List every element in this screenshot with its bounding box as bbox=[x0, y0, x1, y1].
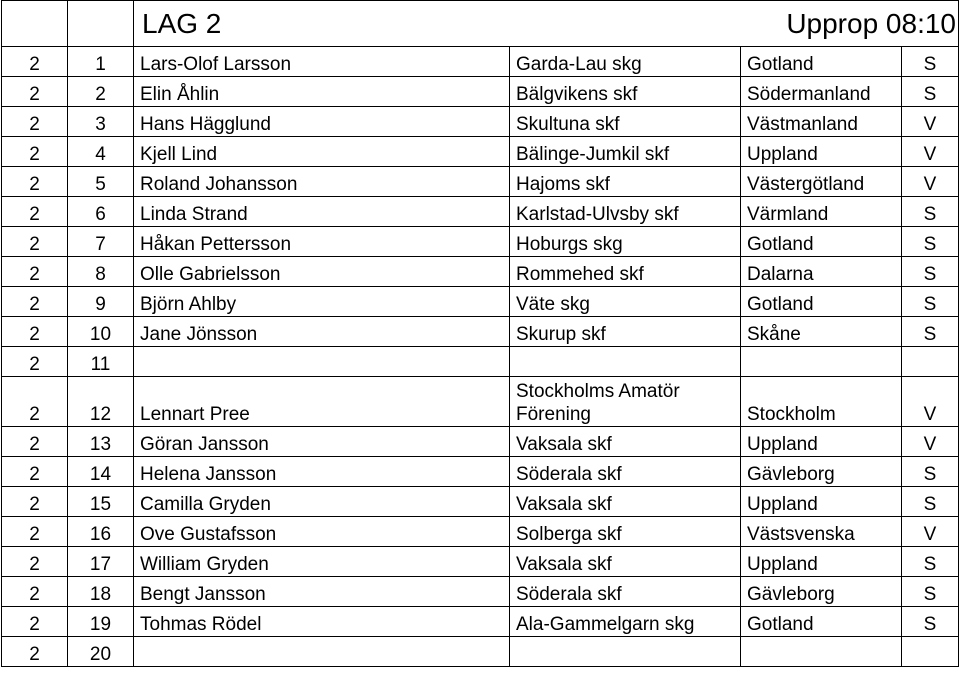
region-cell: Västergötland bbox=[741, 167, 902, 197]
club-cell: Bälgvikens skf bbox=[510, 77, 741, 107]
grade-cell: S bbox=[902, 77, 959, 107]
lag-cell: 2 bbox=[2, 227, 68, 257]
number-cell: 12 bbox=[68, 377, 134, 427]
table-row bbox=[2, 637, 959, 667]
club-cell: Vaksala skf bbox=[510, 427, 741, 457]
number-cell: 10 bbox=[68, 317, 134, 347]
table-row bbox=[2, 457, 959, 487]
lag-cell: 2 bbox=[2, 487, 68, 517]
name-cell: Jane Jönsson bbox=[134, 317, 510, 347]
grade-cell: S bbox=[902, 47, 959, 77]
grade-cell: S bbox=[902, 227, 959, 257]
name-cell: William Gryden bbox=[134, 547, 510, 577]
club-cell: Skurup skf bbox=[510, 317, 741, 347]
name-cell: Helena Jansson bbox=[134, 457, 510, 487]
name-cell: Kjell Lind bbox=[134, 137, 510, 167]
title-cell bbox=[134, 1, 959, 47]
name-cell: Ove Gustafsson bbox=[134, 517, 510, 547]
club-cell bbox=[510, 347, 741, 377]
table-row bbox=[2, 607, 959, 637]
grade-cell: S bbox=[902, 197, 959, 227]
lag-cell: 2 bbox=[2, 427, 68, 457]
region-cell: Gävleborg bbox=[741, 457, 902, 487]
table-row bbox=[2, 547, 959, 577]
table-row bbox=[2, 427, 959, 457]
grade-cell: S bbox=[902, 547, 959, 577]
name-cell bbox=[134, 637, 510, 667]
table-row bbox=[2, 517, 959, 547]
grade-cell: S bbox=[902, 317, 959, 347]
grade-cell: S bbox=[902, 487, 959, 517]
number-cell: 4 bbox=[68, 137, 134, 167]
region-cell: Gotland bbox=[741, 227, 902, 257]
number-cell: 20 bbox=[68, 637, 134, 667]
grade-cell: V bbox=[902, 377, 959, 427]
number-cell: 11 bbox=[68, 347, 134, 377]
number-cell: 1 bbox=[68, 47, 134, 77]
name-cell: Linda Strand bbox=[134, 197, 510, 227]
club-cell: Solberga skf bbox=[510, 517, 741, 547]
table-row bbox=[2, 47, 959, 77]
grade-cell: S bbox=[902, 607, 959, 637]
name-cell: Camilla Gryden bbox=[134, 487, 510, 517]
region-cell: Gotland bbox=[741, 287, 902, 317]
club-cell: Karlstad-Ulvsby skf bbox=[510, 197, 741, 227]
table-row bbox=[2, 107, 959, 137]
grade-cell: V bbox=[902, 107, 959, 137]
table-row bbox=[2, 577, 959, 607]
number-cell: 7 bbox=[68, 227, 134, 257]
title-blank-cell bbox=[68, 1, 134, 47]
table-row bbox=[2, 167, 959, 197]
club-cell: Rommehed skf bbox=[510, 257, 741, 287]
number-cell: 2 bbox=[68, 77, 134, 107]
name-cell bbox=[134, 347, 510, 377]
region-cell bbox=[741, 637, 902, 667]
lag-cell: 2 bbox=[2, 197, 68, 227]
title-row bbox=[2, 1, 959, 47]
table-row bbox=[2, 257, 959, 287]
region-cell: Värmland bbox=[741, 197, 902, 227]
club-cell: Söderala skf bbox=[510, 577, 741, 607]
region-cell: Västmanland bbox=[741, 107, 902, 137]
club-cell: Väte skg bbox=[510, 287, 741, 317]
region-cell: Skåne bbox=[741, 317, 902, 347]
lag-cell: 2 bbox=[2, 577, 68, 607]
lag-cell: 2 bbox=[2, 107, 68, 137]
name-cell: Roland Johansson bbox=[134, 167, 510, 197]
number-cell: 14 bbox=[68, 457, 134, 487]
region-cell: Gotland bbox=[741, 47, 902, 77]
table-row bbox=[2, 137, 959, 167]
lag-cell: 2 bbox=[2, 377, 68, 427]
table-row bbox=[2, 347, 959, 377]
lag-cell: 2 bbox=[2, 317, 68, 347]
name-cell: Håkan Pettersson bbox=[134, 227, 510, 257]
name-cell: Tohmas Rödel bbox=[134, 607, 510, 637]
lag-cell: 2 bbox=[2, 517, 68, 547]
number-cell: 17 bbox=[68, 547, 134, 577]
club-cell: Bälinge-Jumkil skf bbox=[510, 137, 741, 167]
club-cell: Skultuna skf bbox=[510, 107, 741, 137]
table-row bbox=[2, 197, 959, 227]
name-cell: Hans Hägglund bbox=[134, 107, 510, 137]
club-cell: Söderala skf bbox=[510, 457, 741, 487]
title-blank-cell bbox=[2, 1, 68, 47]
number-cell: 3 bbox=[68, 107, 134, 137]
lag-cell: 2 bbox=[2, 347, 68, 377]
number-cell: 16 bbox=[68, 517, 134, 547]
region-cell bbox=[741, 347, 902, 377]
club-cell: Stockholms Amatör Förening bbox=[510, 377, 741, 427]
table-row bbox=[2, 227, 959, 257]
table-row bbox=[2, 317, 959, 347]
number-cell: 13 bbox=[68, 427, 134, 457]
team-title: LAG 2 bbox=[142, 8, 222, 39]
club-cell: Hoburgs skg bbox=[510, 227, 741, 257]
club-cell: Vaksala skf bbox=[510, 487, 741, 517]
region-cell: Uppland bbox=[741, 427, 902, 457]
club-cell: Ala-Gammelgarn skg bbox=[510, 607, 741, 637]
grade-cell: S bbox=[902, 287, 959, 317]
lag-cell: 2 bbox=[2, 287, 68, 317]
lag-cell: 2 bbox=[2, 607, 68, 637]
lag-cell: 2 bbox=[2, 547, 68, 577]
grade-cell: S bbox=[902, 457, 959, 487]
name-cell: Bengt Jansson bbox=[134, 577, 510, 607]
number-cell: 18 bbox=[68, 577, 134, 607]
region-cell: Stockholm bbox=[741, 377, 902, 427]
participant-table bbox=[1, 0, 959, 667]
table-row bbox=[2, 287, 959, 317]
grade-cell: V bbox=[902, 427, 959, 457]
grade-cell: V bbox=[902, 167, 959, 197]
number-cell: 5 bbox=[68, 167, 134, 197]
lag-cell: 2 bbox=[2, 637, 68, 667]
lag-cell: 2 bbox=[2, 137, 68, 167]
lag-cell: 2 bbox=[2, 167, 68, 197]
grade-cell: V bbox=[902, 137, 959, 167]
table-row bbox=[2, 487, 959, 517]
region-cell: Dalarna bbox=[741, 257, 902, 287]
name-cell: Björn Ahlby bbox=[134, 287, 510, 317]
name-cell: Lars-Olof Larsson bbox=[134, 47, 510, 77]
grade-cell: S bbox=[902, 577, 959, 607]
grade-cell: V bbox=[902, 517, 959, 547]
roll-call-time: Upprop 08:10 bbox=[786, 8, 956, 39]
lag-cell: 2 bbox=[2, 257, 68, 287]
name-cell: Lennart Pree bbox=[134, 377, 510, 427]
grade-cell bbox=[902, 637, 959, 667]
name-cell: Göran Jansson bbox=[134, 427, 510, 457]
lag-cell: 2 bbox=[2, 47, 68, 77]
region-cell: Gotland bbox=[741, 607, 902, 637]
lag-cell: 2 bbox=[2, 77, 68, 107]
number-cell: 6 bbox=[68, 197, 134, 227]
region-cell: Västsvenska bbox=[741, 517, 902, 547]
region-cell: Södermanland bbox=[741, 77, 902, 107]
number-cell: 9 bbox=[68, 287, 134, 317]
number-cell: 19 bbox=[68, 607, 134, 637]
club-cell: Garda-Lau skg bbox=[510, 47, 741, 77]
region-cell: Gävleborg bbox=[741, 577, 902, 607]
table-row bbox=[2, 377, 959, 427]
name-cell: Olle Gabrielsson bbox=[134, 257, 510, 287]
number-cell: 8 bbox=[68, 257, 134, 287]
club-cell: Vaksala skf bbox=[510, 547, 741, 577]
club-cell bbox=[510, 637, 741, 667]
region-cell: Uppland bbox=[741, 487, 902, 517]
table-row bbox=[2, 77, 959, 107]
grade-cell bbox=[902, 347, 959, 377]
region-cell: Uppland bbox=[741, 547, 902, 577]
name-cell: Elin Åhlin bbox=[134, 77, 510, 107]
lag-cell: 2 bbox=[2, 457, 68, 487]
region-cell: Uppland bbox=[741, 137, 902, 167]
number-cell: 15 bbox=[68, 487, 134, 517]
grade-cell: S bbox=[902, 257, 959, 287]
club-cell: Hajoms skf bbox=[510, 167, 741, 197]
